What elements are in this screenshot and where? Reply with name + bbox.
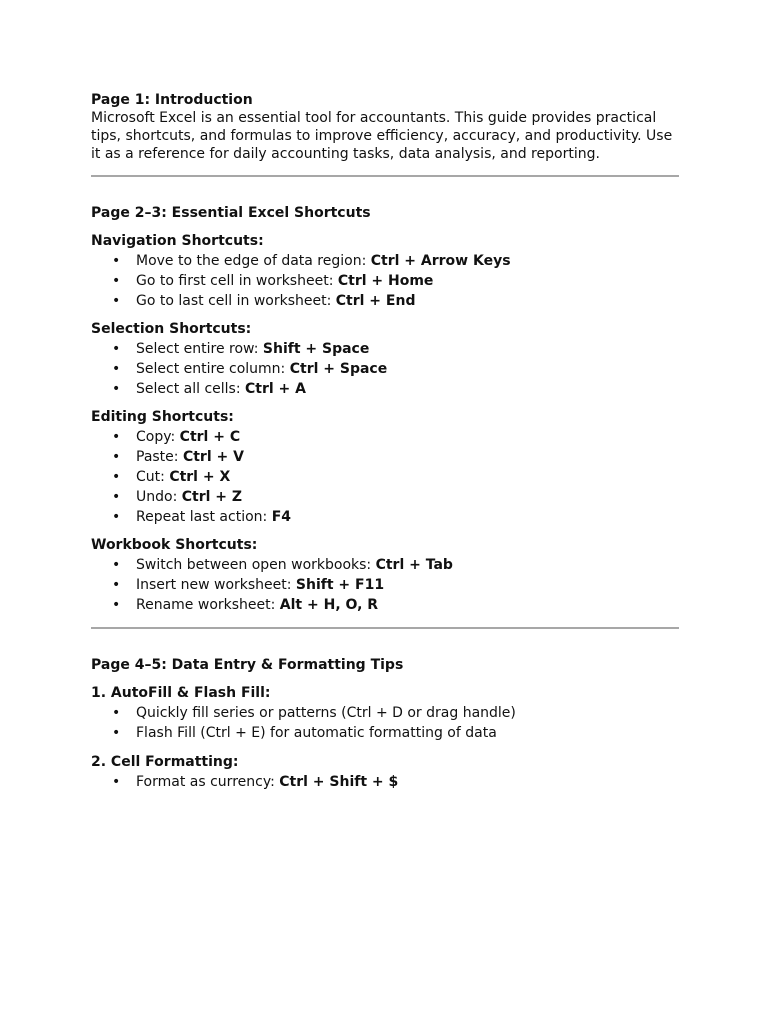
shortcut-key: Ctrl + Arrow Keys: [370, 253, 511, 269]
shortcut-key: Ctrl + C: [179, 429, 241, 445]
navigation-heading: Navigation Shortcuts:: [91, 233, 264, 249]
bullet-icon: •: [112, 509, 121, 525]
editing-list: [91, 427, 678, 527]
bullet-icon: •: [112, 429, 121, 445]
intro-title: Page 1: Introduction: [91, 92, 253, 108]
selection-list: [91, 339, 678, 399]
data-entry-section-title: Page 4–5: Data Entry & Formatting Tips: [91, 657, 404, 673]
shortcut-key: Ctrl + A: [245, 381, 306, 397]
bullet-icon: •: [112, 253, 121, 269]
bullet-icon: •: [112, 705, 121, 721]
bullet-icon: •: [112, 774, 121, 790]
selection-heading: Selection Shortcuts:: [91, 321, 252, 337]
item-text: Paste:: [136, 449, 183, 465]
list-item: [91, 467, 678, 487]
shortcut-key: Ctrl + End: [335, 293, 416, 309]
shortcuts-section-title: Page 2–3: Essential Excel Shortcuts: [91, 205, 371, 221]
list-item: [91, 555, 678, 575]
item-text: Select all cells:: [136, 381, 245, 397]
list-item: [91, 359, 678, 379]
item-text: Quickly fill series or patterns (Ctrl + D or drag handle): [136, 705, 516, 721]
list-item: [91, 251, 678, 271]
bullet-icon: •: [112, 361, 121, 377]
item-text: Go to first cell in worksheet:: [136, 273, 338, 289]
list-item: [91, 772, 678, 792]
list-item: [91, 507, 678, 527]
bullet-icon: •: [112, 273, 121, 289]
item-text: Move to the edge of data region:: [136, 253, 371, 269]
autofill-heading: 1. AutoFill & Flash Fill:: [91, 685, 271, 701]
autofill-list: [91, 703, 678, 743]
list-item: [91, 447, 678, 467]
intro-paragraph: Microsoft Excel is an essential tool for accountants. This guide provides practical tips, shortcuts, and formulas to improve efficiency, accuracy, and productivity. Use it as a reference for daily accounting tasks, data analysis, and reporting.: [91, 110, 673, 162]
shortcut-key: F4: [271, 509, 292, 525]
list-item: [91, 723, 678, 743]
cell-formatting-heading: 2. Cell Formatting:: [91, 754, 239, 770]
navigation-list: [91, 251, 678, 311]
shortcut-key: Ctrl + Space: [289, 361, 388, 377]
shortcut-key: Shift + Space: [262, 341, 370, 357]
list-item: [91, 703, 678, 723]
item-text: Repeat last action:: [136, 509, 272, 525]
shortcut-key: Ctrl + V: [182, 449, 244, 465]
bullet-icon: •: [112, 293, 121, 309]
item-text: Select entire column:: [136, 361, 290, 377]
bullet-icon: •: [112, 597, 121, 613]
list-item: [91, 379, 678, 399]
shortcut-key: Ctrl + Home: [337, 273, 434, 289]
workbook-list: [91, 555, 678, 615]
list-item: [91, 575, 678, 595]
item-text: Copy:: [136, 429, 180, 445]
bullet-icon: •: [112, 725, 121, 741]
workbook-heading: Workbook Shortcuts:: [91, 537, 258, 553]
bullet-icon: •: [112, 577, 121, 593]
item-text: Undo:: [136, 489, 182, 505]
list-item: [91, 427, 678, 447]
bullet-icon: •: [112, 489, 121, 505]
list-item: [91, 487, 678, 507]
item-text: Go to last cell in worksheet:: [136, 293, 336, 309]
shortcut-key: Ctrl + Tab: [375, 557, 453, 573]
editing-heading: Editing Shortcuts:: [91, 409, 234, 425]
shortcut-key: Ctrl + Z: [181, 489, 243, 505]
list-item: [91, 339, 678, 359]
item-text: Insert new worksheet:: [136, 577, 296, 593]
shortcut-key: Ctrl + X: [169, 469, 231, 485]
cell-formatting-list: [91, 772, 678, 792]
item-text: Switch between open workbooks:: [136, 557, 376, 573]
bullet-icon: •: [112, 557, 121, 573]
bullet-icon: •: [112, 381, 121, 397]
section-divider: [91, 627, 679, 629]
item-text: Cut:: [136, 469, 170, 485]
shortcut-key: Ctrl + Shift + $: [279, 774, 399, 790]
item-text: Format as currency:: [136, 774, 280, 790]
item-text: Rename worksheet:: [136, 597, 280, 613]
item-text: Flash Fill (Ctrl + E) for automatic formatting of data: [136, 725, 497, 741]
list-item: [91, 595, 678, 615]
bullet-icon: •: [112, 449, 121, 465]
shortcut-key: Alt + H, O, R: [279, 597, 379, 613]
list-item: [91, 291, 678, 311]
item-text: Select entire row:: [136, 341, 263, 357]
section-divider: [91, 175, 679, 177]
bullet-icon: •: [112, 341, 121, 357]
shortcut-key: Shift + F11: [295, 577, 385, 593]
bullet-icon: •: [112, 469, 121, 485]
list-item: [91, 271, 678, 291]
